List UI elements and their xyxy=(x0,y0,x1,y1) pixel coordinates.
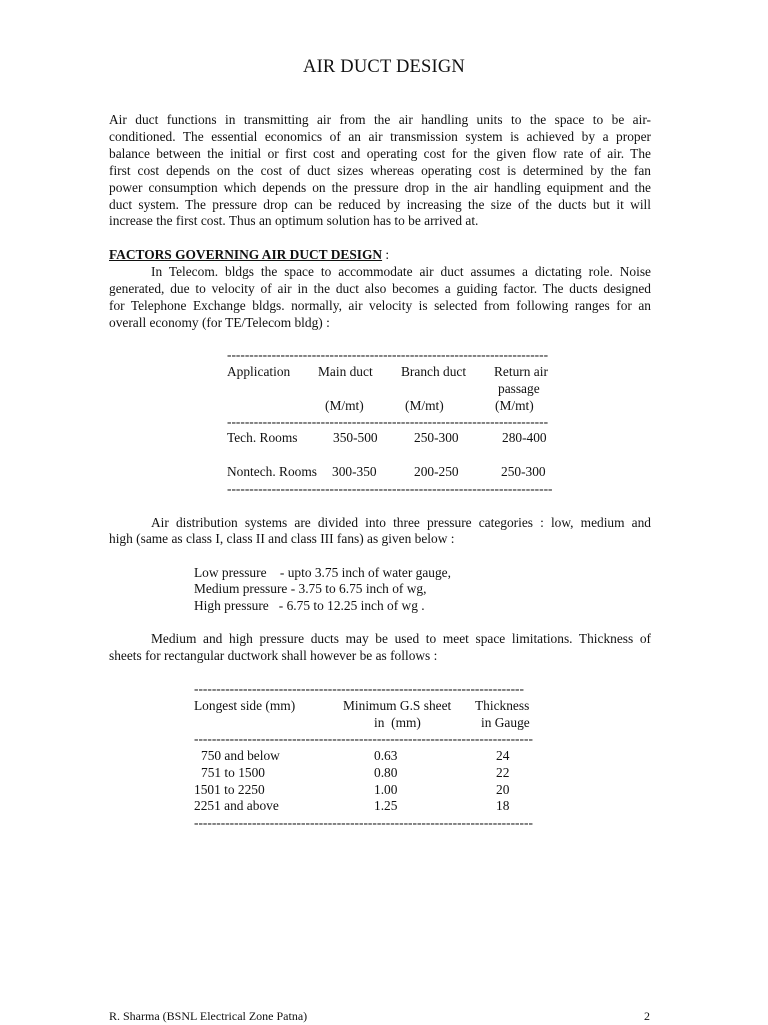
velocity-row-nontech-main: 300-350 xyxy=(332,464,377,479)
velocity-header-passage: passage xyxy=(498,381,540,396)
factors-heading-row xyxy=(109,247,389,264)
sheet-table-rule-bottom: ---------------------------------------------------------------------------- xyxy=(194,815,533,830)
sheet-row-1-side: 750 and below xyxy=(201,748,280,763)
pressure-category-low: Low pressure - upto 3.75 inch of water gauge, xyxy=(194,565,451,580)
factors-line-3: for Telephone Exchange bldgs. normally, air velocity is selected from following ranges for an xyxy=(109,298,651,313)
velocity-row-nontech-branch: 200-250 xyxy=(414,464,459,479)
velocity-row-tech-application: Tech. Rooms xyxy=(227,430,298,445)
sheet-header-in-gauge: in Gauge xyxy=(481,715,530,730)
sheet-row-2-gauge: 22 xyxy=(496,765,510,780)
sheet-header-thickness: Thickness xyxy=(475,698,530,713)
velocity-row-nontech-return: 250-300 xyxy=(501,464,546,479)
velocity-row-tech-main: 350-500 xyxy=(333,430,378,445)
velocity-table-rule-mid: ------------------------------------------------------------------------ xyxy=(227,414,549,429)
footer-author: R. Sharma (BSNL Electrical Zone Patna) xyxy=(109,1009,308,1023)
sheet-row-3-gauge: 20 xyxy=(496,782,510,797)
intro-line-5: power consumption which depends on the pressure drop in the air handling equipment and the xyxy=(109,180,651,195)
factors-line-4: overall economy (for TE/Telecom bldg) : xyxy=(109,315,330,330)
sheet-table-rule-top: -------------------------------------------------------------------------- xyxy=(194,681,524,696)
factors-line-2: generated, due to velocity of air in the duct also becomes a guiding factor. The ducts designed xyxy=(109,281,651,296)
pressure-line-2: high (same as class I, class II and class III fans) as given below : xyxy=(109,531,455,546)
intro-line-7: increase the first cost. Thus an optimum solution has to be arrived at. xyxy=(109,213,479,228)
factors-heading: FACTORS GOVERNING AIR DUCT DESIGN xyxy=(109,247,383,262)
sheet-row-3-mm: 1.00 xyxy=(374,782,398,797)
velocity-table-rule-bottom: ------------------------------------------------------------------------- xyxy=(227,481,553,496)
sheet-row-2-side: 751 to 1500 xyxy=(201,765,265,780)
velocity-header-return-air: Return air xyxy=(494,364,548,379)
sheet-row-1-gauge: 24 xyxy=(496,748,510,763)
velocity-row-tech-return: 280-400 xyxy=(502,430,547,445)
footer-page-number: 2 xyxy=(644,1009,650,1023)
velocity-table-rule-top: ------------------------------------------------------------------------ xyxy=(227,347,549,362)
intro-line-6: duct system. The pressure drop can be reduced by increasing the size of the ducts but it will xyxy=(109,197,651,212)
sheet-header-in-mm: in (mm) xyxy=(374,715,421,730)
velocity-unit-branch: (M/mt) xyxy=(405,398,444,413)
sheet-table-rule-mid: ---------------------------------------------------------------------------- xyxy=(194,731,533,746)
velocity-row-tech-branch: 250-300 xyxy=(414,430,459,445)
page-title: AIR DUCT DESIGN xyxy=(303,57,465,77)
pressure-category-high: High pressure - 6.75 to 12.25 inch of wg . xyxy=(194,598,425,613)
sheet-row-4-gauge: 18 xyxy=(496,798,510,813)
intro-line-3: balance between the initial or first cost and operating cost for the given flow rate of air. The xyxy=(109,146,651,161)
intro-line-4: first cost depends on the cost of duct sizes whereas operating cost is determined by the fan xyxy=(109,163,651,178)
velocity-row-nontech-application: Nontech. Rooms xyxy=(227,464,318,479)
sheet-header-longest-side: Longest side (mm) xyxy=(194,698,296,713)
intro-line-2: conditioned. The essential economics of an air transmission system is achieved by a proper xyxy=(109,129,651,144)
velocity-header-main-duct: Main duct xyxy=(318,364,373,379)
pressure-category-medium: Medium pressure - 3.75 to 6.75 inch of wg, xyxy=(194,581,427,596)
sheet-row-4-side: 2251 and above xyxy=(194,798,279,813)
velocity-header-branch-duct: Branch duct xyxy=(401,364,467,379)
sheet-row-2-mm: 0.80 xyxy=(374,765,398,780)
factors-heading-suffix: : xyxy=(382,247,390,262)
velocity-header-application: Application xyxy=(227,364,291,379)
factors-line-1: In Telecom. bldgs the space to accommodate air duct assumes a dictating role. Noise xyxy=(151,264,651,279)
sheet-row-4-mm: 1.25 xyxy=(374,798,398,813)
thickness-line-1: Medium and high pressure ducts may be used to meet space limitations. Thickness of xyxy=(151,631,651,646)
pressure-line-1: Air distribution systems are divided into three pressure categories : low, medium and xyxy=(151,515,651,530)
velocity-unit-main: (M/mt) xyxy=(325,398,364,413)
sheet-row-3-side: 1501 to 2250 xyxy=(194,782,265,797)
intro-line-1: Air duct functions in transmitting air from the air handling units to the space to be air- xyxy=(109,112,651,127)
sheet-header-min-gs: Minimum G.S sheet xyxy=(343,698,452,713)
sheet-row-1-mm: 0.63 xyxy=(374,748,398,763)
thickness-line-2: sheets for rectangular ductwork shall however be as follows : xyxy=(109,648,438,663)
velocity-unit-return: (M/mt) xyxy=(495,398,534,413)
